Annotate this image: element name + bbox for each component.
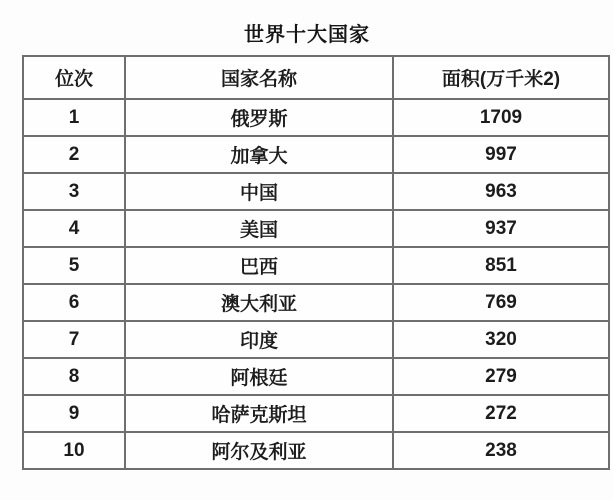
table-row (23, 358, 609, 395)
cell-area: 937 (393, 210, 609, 247)
cell-country: 阿根廷 (125, 358, 393, 395)
cell-area: 997 (393, 136, 609, 173)
table-row (23, 432, 609, 469)
table-row (23, 321, 609, 358)
cell-area: 769 (393, 284, 609, 321)
table-row (23, 99, 609, 136)
header-area: 面积(万千米2) (393, 56, 609, 99)
header-rank: 位次 (23, 56, 125, 99)
cell-rank: 6 (23, 284, 125, 321)
cell-country: 巴西 (125, 247, 393, 284)
cell-country: 阿尔及利亚 (125, 432, 393, 469)
cell-rank: 5 (23, 247, 125, 284)
cell-rank: 8 (23, 358, 125, 395)
table-row (23, 136, 609, 173)
cell-country: 加拿大 (125, 136, 393, 173)
cell-country: 哈萨克斯坦 (125, 395, 393, 432)
table-row (23, 247, 609, 284)
header-country: 国家名称 (125, 56, 393, 99)
cell-rank: 7 (23, 321, 125, 358)
cell-country: 中国 (125, 173, 393, 210)
countries-table (22, 55, 610, 470)
cell-rank: 4 (23, 210, 125, 247)
cell-rank: 9 (23, 395, 125, 432)
table-body (23, 99, 609, 469)
table-row (23, 284, 609, 321)
cell-rank: 2 (23, 136, 125, 173)
cell-country: 俄罗斯 (125, 99, 393, 136)
table-row (23, 210, 609, 247)
page-title: 世界十大国家 (244, 24, 370, 46)
table-row (23, 395, 609, 432)
cell-country: 印度 (125, 321, 393, 358)
table-header (23, 56, 609, 99)
table-row (23, 173, 609, 210)
cell-area: 279 (393, 358, 609, 395)
cell-area: 272 (393, 395, 609, 432)
cell-area: 320 (393, 321, 609, 358)
cell-area: 1709 (393, 99, 609, 136)
cell-area: 851 (393, 247, 609, 284)
header-row (23, 56, 609, 99)
cell-area: 963 (393, 173, 609, 210)
cell-rank: 1 (23, 99, 125, 136)
cell-country: 澳大利亚 (125, 284, 393, 321)
cell-area: 238 (393, 432, 609, 469)
cell-rank: 10 (23, 432, 125, 469)
cell-country: 美国 (125, 210, 393, 247)
cell-rank: 3 (23, 173, 125, 210)
